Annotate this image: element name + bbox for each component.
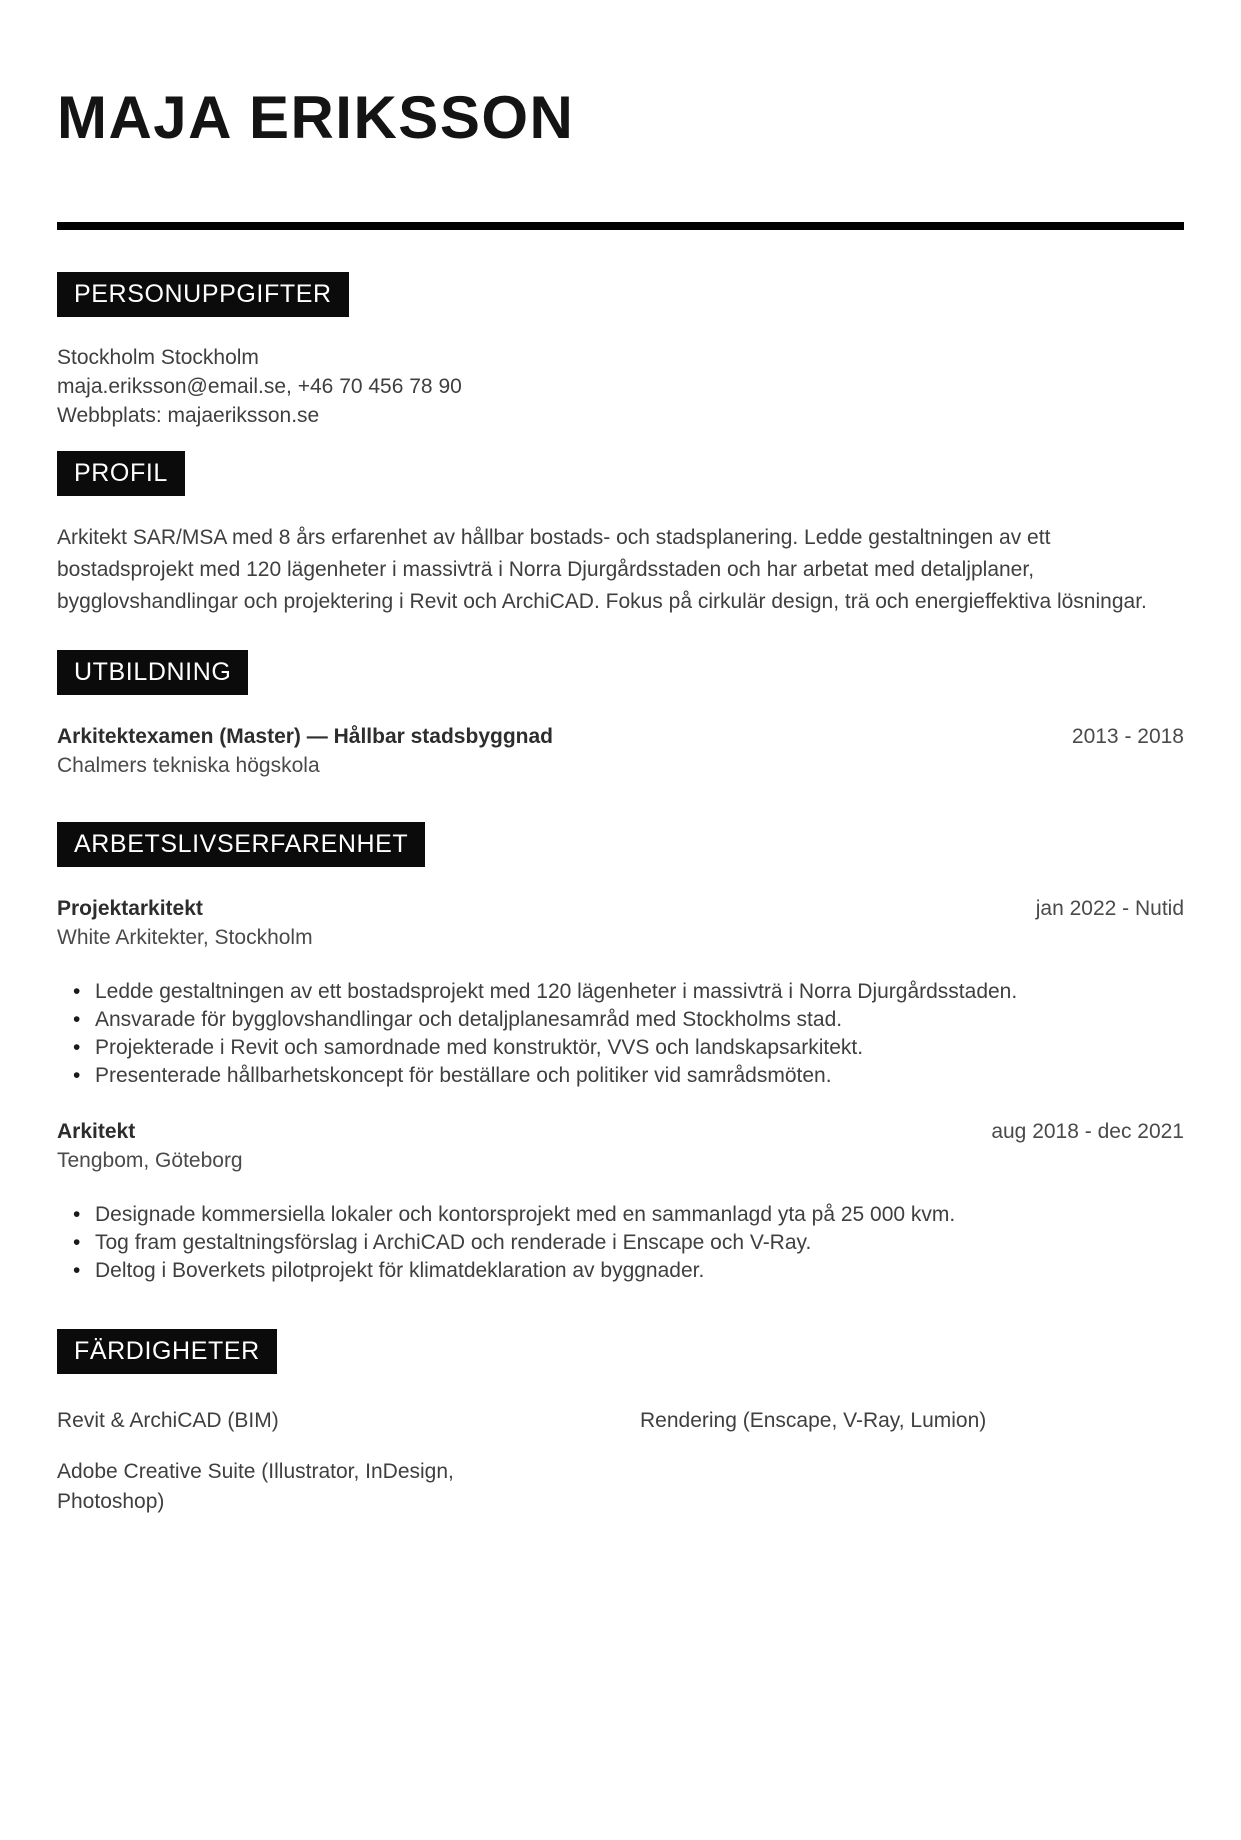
contact-website: Webbplats: majaeriksson.se: [57, 404, 320, 427]
job-bullet: • Ledde gestaltningen av ett bostadsprojekt med 120 lägenheter i massivträ i Norra Djurgårdsstaden.: [57, 978, 1184, 1006]
job-bullet: • Ansvarade för bygglovshandlingar och detaljplanesamråd med Stockholms stad.: [57, 1006, 1184, 1034]
job-bullet: • Deltog i Boverkets pilotprojekt för klimatdeklaration av byggnader.: [57, 1257, 1184, 1285]
skill-item: Revit & ArchiCAD (BIM): [57, 1409, 279, 1432]
skills-grid: [57, 1406, 1184, 1517]
section-header-skills: FÄRDIGHETER: [57, 1329, 277, 1374]
job-bullet-list: [57, 978, 1184, 1090]
job-bullet: • Tog fram gestaltningsförslag i ArchiCAD och renderade i Enscape och V-Ray.: [57, 1229, 1184, 1257]
experience-entry: [57, 1118, 1184, 1285]
experience-entry-head: [57, 895, 1184, 923]
page-title: MAJA ERIKSSON: [57, 84, 575, 151]
job-bullet: • Presenterade hållbarhetskoncept för beställare och politiker vid samrådsmöten.: [57, 1062, 1184, 1090]
profile-text: Arkitekt SAR/MSA med 8 års erfarenhet av hållbar bostads- och stadsplanering. Ledde gestaltningen av ett bostadsprojekt med 120 lägenheter i massivträ i Norra Djurgårdsstaden och har arbetat med detaljplaner, bygglovshandlingar och projektering i Revit och ArchiCAD. Fokus på cirkulär design, trä och energieffektiva lösningar.: [57, 526, 1147, 613]
job-title: Arkitekt: [57, 1120, 136, 1143]
job-title: Projektarkitekt: [57, 897, 203, 920]
job-organization: White Arkitekter, Stockholm: [57, 926, 313, 949]
contact-location: Stockholm Stockholm: [57, 346, 259, 369]
skill-item: Rendering (Enscape, V-Ray, Lumion): [640, 1409, 987, 1432]
education-entry-head: [57, 723, 1184, 751]
section-profile: [57, 430, 1184, 618]
title-divider: [57, 222, 1184, 230]
education-degree: Arkitektexamen (Master) — Hållbar stadsbyggnad: [57, 725, 553, 748]
education-school: Chalmers tekniska högskola: [57, 754, 320, 777]
skill-item: Adobe Creative Suite (Illustrator, InDesign, Photoshop): [57, 1460, 454, 1513]
section-personal: [57, 230, 1184, 430]
contact-block: [57, 343, 1184, 430]
experience-entry-head: [57, 1118, 1184, 1146]
section-header-experience: ARBETSLIVSERFARENHET: [57, 822, 425, 867]
education-entry: [57, 723, 1184, 780]
education-dates: 2013 - 2018: [1071, 725, 1184, 748]
job-dates: aug 2018 - dec 2021: [991, 1120, 1184, 1143]
resume-page: [0, 86, 1241, 1517]
job-bullet: • Projekterade i Revit och samordnade med konstruktör, VVS och landskapsarkitekt.: [57, 1034, 1184, 1062]
contact-email-phone: maja.eriksson@email.se, +46 70 456 78 90: [57, 375, 462, 398]
job-organization: Tengbom, Göteborg: [57, 1149, 243, 1172]
job-dates: jan 2022 - Nutid: [1035, 897, 1184, 920]
section-education: [57, 618, 1184, 780]
section-skills: [57, 1285, 1184, 1517]
section-experience: [57, 780, 1184, 1285]
section-header-personal: PERSONUPPGIFTER: [57, 272, 349, 317]
job-bullet: • Designade kommersiella lokaler och kontorsprojekt med en sammanlagd yta på 25 000 kvm.: [57, 1201, 1184, 1229]
section-header-profile: PROFIL: [57, 451, 185, 496]
experience-entry: [57, 895, 1184, 1090]
job-bullet-list: [57, 1201, 1184, 1285]
section-header-education: UTBILDNING: [57, 650, 248, 695]
